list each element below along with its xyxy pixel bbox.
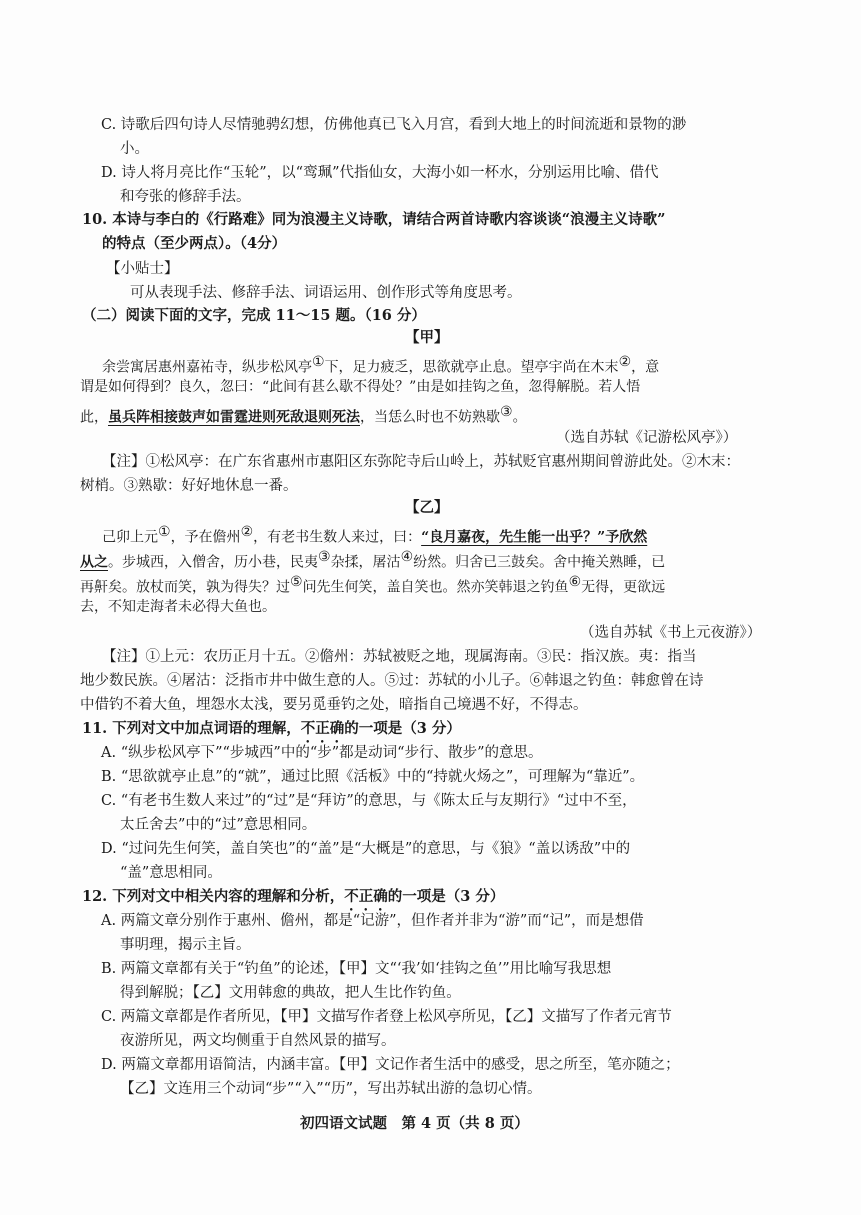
q10-stem-line2: 的特点（至少两点）。（4分） <box>102 235 287 252</box>
q10-tip-text: 可从表现手法、修辞手法、词语运用、创作形式等角度思考。 <box>130 285 522 301</box>
passage-jia-source: （选自苏轼《记游松风亭》） <box>556 430 738 446</box>
passage-jia-title: 【甲】 <box>405 329 449 346</box>
q12-option-a-line1: A. 两篇文章分别作于惠州、儋州，都是“记游”，但作者并非为“游”而“记”，而是想借 <box>101 913 644 929</box>
passage-jia-note-line2: 树梢。③熟歇：好好地休息一番。 <box>80 478 298 494</box>
q9-option-d-line2: 和夸张的修辞手法。 <box>120 189 251 205</box>
underlined-sentence: “良月嘉夜，先生能一出乎？”予欣然 <box>421 529 648 546</box>
q11-option-d-line1: D. “过问先生何笑，盖自笑也”的“盖”是“大概是”的意思，与《狼》“盖以诱敌”中的 <box>101 841 631 857</box>
passage-yi-line1: 己卯上元①，予在儋州②，有老书生数人来过，曰：“良月嘉夜，先生能一出乎？”予欣然 <box>102 524 648 546</box>
q11-option-c-line1: C. “有老书生数人来过”的“过”是“拜访”的意思，与《陈太丘与友期行》“过中不至， <box>101 793 637 809</box>
passage-yi-line4: 去，不知走海者未必得大鱼也。 <box>80 599 276 615</box>
q12-stem: 12. 下列对文中相关内容的理解和分析，不正确的一项是（3 分） <box>82 888 505 905</box>
q11-option-d-line2: “盖”意思相同。 <box>120 865 222 881</box>
q12-option-d-line2: 【乙】文连用三个动词“步”“入”“历”，写出苏轼出游的急切心情。 <box>120 1081 542 1097</box>
q9-option-c-line1: C. 诗歌后四句诗人尽情驰骋幻想，仿佛他真已飞入月宫，看到大地上的时间流逝和景物的渺 <box>101 117 687 133</box>
q12-option-b-line2: 得到解脱；【乙】文用韩愈的典故，把人生比作钓鱼。 <box>120 985 461 1001</box>
q11-stem: 11. 下列对文中加点词语的理解，不正确的一项是（3 分） <box>82 720 461 737</box>
passage-jia-line3: 此，虽兵阵相接鼓声如雷霆进则死敌退则死法，当恁么时也不妨熟歇③。 <box>80 404 527 426</box>
passage-yi-line2: 从之。步城西，入僧舍，历小巷，民夷③杂揉，屠沽④纷然。归舍已三鼓矣。舍中掩关熟睡，已 <box>80 549 666 571</box>
passage-yi-note-line2: 地少数民族。④屠沽：泛指市井中做生意的人。⑤过：苏轼的小儿子。⑥韩退之钓鱼：韩愈曾在诗 <box>80 673 704 689</box>
passage-yi-title: 【乙】 <box>405 499 449 516</box>
q12-option-c-line2: 夜游所见，两文均侧重于自然风景的描写。 <box>120 1033 396 1049</box>
passage-jia-line1: 余尝寓居惠州嘉祐寺，纵步松风亭①下，足力疲乏，思欲就亭止息。望亭宇尚在木末②，意 <box>102 354 660 376</box>
underlined-sentence: 虽兵阵相接鼓声如雷霆进则死敌退则死法 <box>108 409 360 426</box>
q10-stem-line1: 10. 本诗与李白的《行路难》同为浪漫主义诗歌，请结合两首诗歌内容谈谈“浪漫主义诗歌” <box>82 211 666 228</box>
q9-option-d-line1: D. 诗人将月亮比作“玉轮”，以“鸾珮”代指仙女，大海小如一杯水，分别运用比喻、借代 <box>101 165 659 181</box>
q12-option-c-line1: C. 两篇文章都是作者所见，【甲】文描写作者登上松风亭所见，【乙】文描写了作者元宵节 <box>101 1009 672 1025</box>
section-heading: （二）阅读下面的文字，完成 11～15 题。（16 分） <box>82 307 426 324</box>
q11-option-b: B. “思欲就亭止息”的“就”，通过比照《活板》中的“持就火炀之”，可理解为“靠近”。 <box>101 769 645 785</box>
q12-option-a-line2: 事明理，揭示主旨。 <box>120 937 251 953</box>
q12-option-d-line1: D. 两篇文章都用语简洁，内涵丰富。【甲】文记作者生活中的感受，思之所至，笔亦随之； <box>101 1057 680 1073</box>
q10-tip-title: 【小贴士】 <box>106 261 179 277</box>
passage-jia-line2: 谓是如何得到？良久，忽曰：“此间有甚么歇不得处？”由是如挂钩之鱼，忽得解脱。若人悟 <box>80 379 641 395</box>
q11-option-a: A. “纵步松风亭下”“步城西”中的“步”都是动词“步行、散步”的意思。 <box>101 745 543 761</box>
q11-option-c-line2: 太丘舍去”中的“过”意思相同。 <box>120 817 317 833</box>
passage-yi-note-line1: 【注】①上元：农历正月十五。②儋州：苏轼被贬之地，现属海南。③民：指汉族。夷：指当 <box>102 649 697 665</box>
passage-yi-note-line3: 中借钓不着大鱼，埋怨水太浅，要另觅垂钓之处，暗指自己境遇不好，不得志。 <box>80 697 588 713</box>
q12-option-b-line1: B. 两篇文章都有关于“钓鱼”的论述，【甲】文“‘我’如‘挂钩之鱼’”用比喻写我思想 <box>101 961 612 977</box>
q9-option-c-line2: 小。 <box>120 141 149 157</box>
passage-yi-line3: 再鼾矣。放杖而笑，孰为得失？过⑤问先生何笑，盖自笑也。然亦笑韩退之钓鱼⑥无得，更欲远 <box>80 574 666 596</box>
passage-yi-source: （选自苏轼《书上元夜游》） <box>580 625 762 641</box>
passage-jia-note-line1: 【注】①松风亭：在广东省惠州市惠阳区东弥陀寺后山岭上，苏轼贬官惠州期间曾游此处。②木末： <box>102 454 740 470</box>
page-footer: 初四语文试题 第 4 页（共 8 页） <box>300 1115 529 1132</box>
